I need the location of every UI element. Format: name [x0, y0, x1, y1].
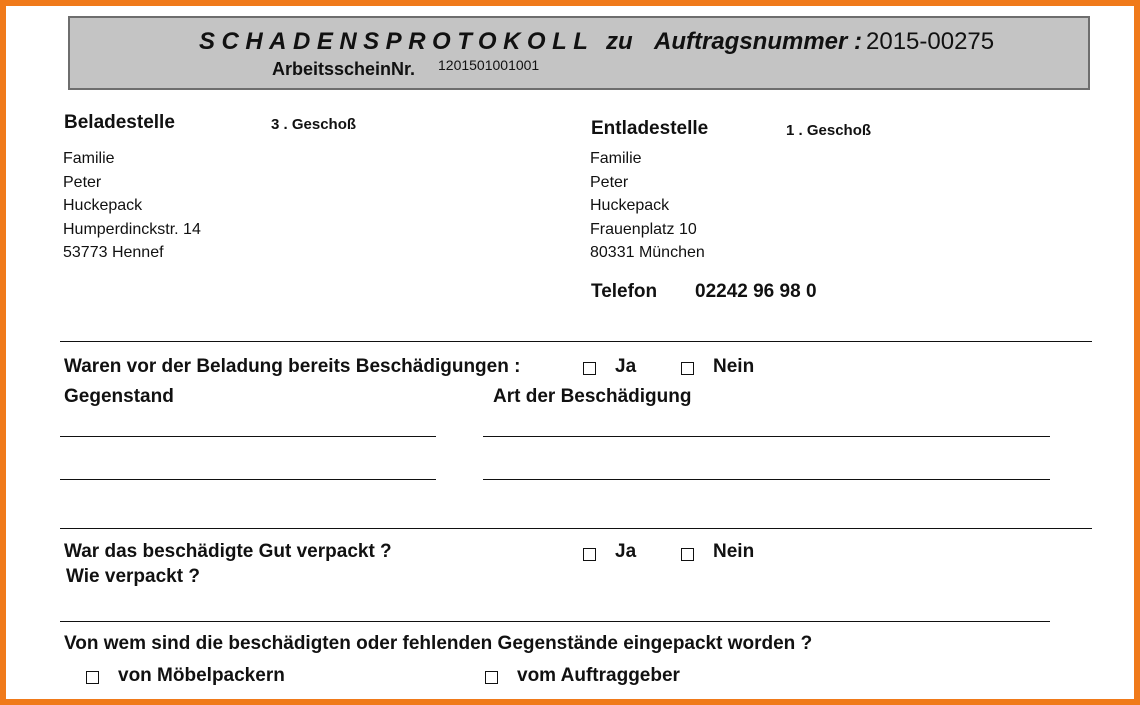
item-entry-line[interactable]	[60, 479, 436, 480]
question-packed-by: Von wem sind die beschädigten oder fehlenden Gegenstände eingepackt worden ?	[64, 633, 813, 654]
address-line: Peter	[63, 173, 102, 191]
item-entry-line[interactable]	[60, 436, 436, 437]
divider	[60, 528, 1092, 529]
unloading-address	[590, 147, 705, 265]
how-packed-entry-line[interactable]	[60, 621, 1050, 622]
phone-value: 02242 96 98 0	[695, 281, 817, 302]
order-number-value: 2015-00275	[866, 28, 995, 55]
address-line: Huckepack	[590, 197, 670, 214]
address-line: Huckepack	[63, 197, 143, 214]
loading-floor: 3 . Geschoß	[271, 116, 357, 133]
address-line: 53773 Hennef	[63, 244, 164, 261]
packed-by-client-label: vom Auftraggeber	[517, 665, 680, 686]
unloading-heading: Entladestelle	[591, 118, 709, 139]
question-how-packed: Wie verpackt ?	[66, 566, 200, 587]
address-line: Familie	[63, 150, 115, 167]
title-zu: zu	[606, 28, 633, 55]
packed-yes-label: Ja	[615, 541, 637, 562]
unloading-floor: 1 . Geschoß	[786, 122, 872, 139]
document-title: SCHADENSPROTOKOLL	[199, 28, 595, 55]
loading-heading: Beladestelle	[64, 112, 175, 133]
address-line: Frauenplatz 10	[590, 220, 697, 238]
item-column-heading: Gegenstand	[64, 386, 174, 407]
damage-entry-line[interactable]	[483, 436, 1050, 437]
packed-by-movers-label: von Möbelpackern	[118, 665, 285, 686]
loading-address	[63, 147, 201, 265]
packed-by-client-checkbox[interactable]	[485, 671, 498, 684]
address-line: 80331 München	[590, 244, 705, 261]
prior-damage-no-label: Nein	[713, 356, 755, 377]
packed-by-movers-checkbox[interactable]	[86, 671, 99, 684]
prior-damage-no-checkbox[interactable]	[681, 362, 694, 375]
damage-type-column-heading: Art der Beschädigung	[493, 386, 692, 407]
packed-no-label: Nein	[713, 541, 755, 562]
address-line: Humperdinckstr. 14	[63, 220, 201, 238]
question-packed: War das beschädigte Gut verpackt ?	[64, 541, 392, 562]
packed-yes-checkbox[interactable]	[583, 548, 596, 561]
question-prior-damage: Waren vor der Beladung bereits Beschädigungen :	[64, 356, 521, 377]
packed-no-checkbox[interactable]	[681, 548, 694, 561]
worksheet-label: ArbeitsscheinNr.	[272, 59, 416, 79]
damage-entry-line[interactable]	[483, 479, 1050, 480]
address-line: Familie	[590, 150, 642, 167]
divider	[60, 341, 1092, 342]
phone-label: Telefon	[591, 281, 658, 302]
prior-damage-yes-label: Ja	[615, 356, 637, 377]
order-number-label: Auftragsnummer :	[654, 28, 863, 55]
prior-damage-yes-checkbox[interactable]	[583, 362, 596, 375]
address-line: Peter	[590, 173, 629, 191]
worksheet-number: 1201501001001	[438, 57, 540, 73]
